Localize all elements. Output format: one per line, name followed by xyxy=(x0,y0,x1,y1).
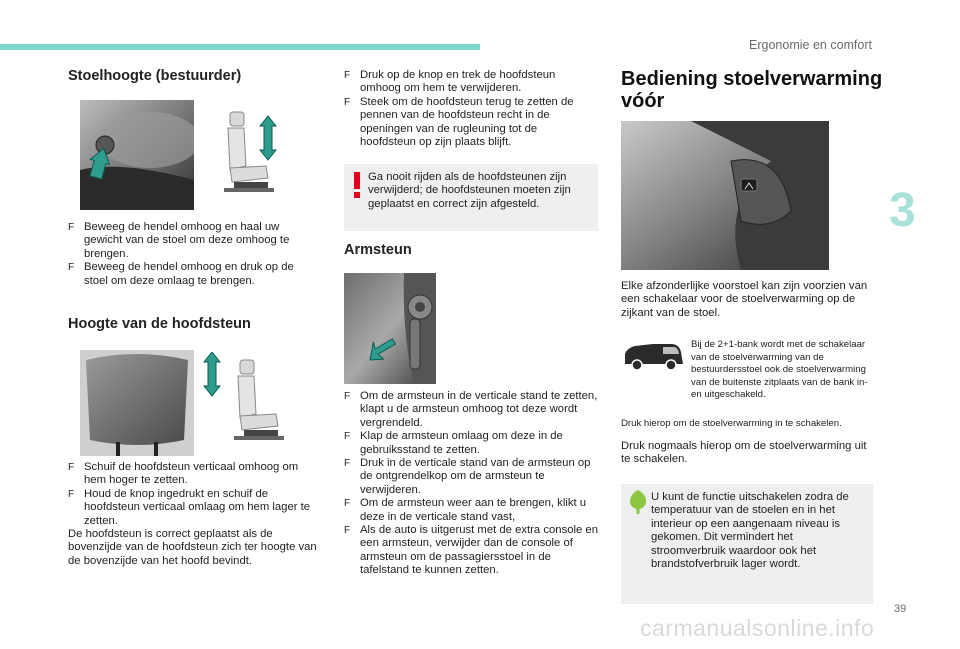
list-item xyxy=(68,261,318,288)
list-item xyxy=(344,524,600,578)
bullet-icon: F xyxy=(68,462,75,473)
van-silhouette-icon xyxy=(623,342,685,372)
seat-height-instructions xyxy=(68,221,318,288)
seat-heating-intro: Elke afzonderlijke voorstoel kan zijn voorzien van een schakelaar voor de stoelverwarming op de zijkant van de stoel. xyxy=(621,280,868,319)
page-heading-line-1: Bediening stoelverwarming xyxy=(621,68,883,90)
bullet-icon: F xyxy=(68,222,75,233)
warning-text: Ga nooit rijden als de hoofdsteunen zijn verwijderd; de hoofdsteunen moeten zijn geplaatst en correct zijn afgesteld. xyxy=(368,171,571,210)
heading-seat-height: Stoelhoogte (bestuurder) xyxy=(68,68,242,84)
header-accent-bar xyxy=(0,44,480,50)
list-item xyxy=(344,430,600,457)
bullet-icon: F xyxy=(344,96,351,108)
headrest-diagram-illustration xyxy=(200,352,290,458)
watermark: carmanualsonline.info xyxy=(640,615,875,641)
list-item-text: Beweeg de hendel omhoog en druk op de stoel om deze omlaag te brengen. xyxy=(84,261,294,287)
bench-seat-note: Bij de 2+1-bank wordt met de schakelaar van de stoelverwarming van de bestuurdersstoel ook de stoelverwarming van de buitenste zitplaats van de bank in- en uitgeschakeld. xyxy=(691,339,868,401)
list-item xyxy=(68,221,318,261)
seat-lever-photo xyxy=(80,100,194,210)
headrest-removal-instructions xyxy=(344,69,596,149)
van-icon xyxy=(623,342,685,372)
switch-off-instruction: Druk nogmaals hierop om de stoelverwarming uit te schakelen. xyxy=(621,440,867,466)
headrest-side-diagram xyxy=(200,352,290,458)
list-item-text: Houd de knop ingedrukt en schuif de hoofdsteun verticaal omlaag om hem lager te zetten. xyxy=(84,487,311,527)
heading-armrest: Armsteun xyxy=(344,242,412,258)
list-item-text: Klap de armsteun omlaag om deze in de gebruiksstand te zetten. xyxy=(360,430,563,456)
seat-heating-switch-photo xyxy=(621,121,829,270)
bullet-icon: F xyxy=(344,525,351,537)
bullet-icon: F xyxy=(344,431,351,443)
list-item xyxy=(344,69,596,96)
headrest-illustration xyxy=(80,350,194,456)
chapter-number: 3 xyxy=(889,184,916,237)
warning-exclamation-icon xyxy=(352,172,362,198)
page-heading-line-2: vóór xyxy=(621,90,665,112)
headrest-photo xyxy=(80,350,194,456)
list-item xyxy=(68,488,320,528)
list-item-text: Om de armsteun weer aan te brengen, klikt u deze in de verticale stand vast, xyxy=(360,497,587,523)
bullet-icon: F xyxy=(344,391,351,402)
list-item xyxy=(68,461,320,488)
list-item xyxy=(344,497,600,524)
switch-on-instruction: Druk hierop om de stoelverwarming in te schakelen. xyxy=(621,418,842,429)
seat-lever-illustration xyxy=(80,100,194,210)
eco-tip-text: U kunt de functie uitschakelen zodra de temperatuur van de stoelen en in het interieur op een aangenaam niveau is gekomen. Dit vermindert het stroomverbruik waardoor ook het brandstofverbruik lager wordt. xyxy=(651,491,849,571)
eco-tip-box xyxy=(621,484,873,604)
armrest-illustration xyxy=(344,273,436,384)
list-item xyxy=(344,390,600,430)
warning-box xyxy=(344,164,598,231)
bullet-icon: F xyxy=(344,498,351,510)
seat-heating-illustration xyxy=(621,121,829,270)
headrest-instructions xyxy=(68,461,320,568)
seat-side-diagram xyxy=(210,104,290,212)
armrest-photo xyxy=(344,273,436,384)
list-item-text: Druk in de verticale stand van de armsteun op de ontgrendelkop om de armsteun te verwijderen. xyxy=(360,457,591,496)
section-title: Ergonomie en comfort xyxy=(749,38,872,52)
heading-headrest-height: Hoogte van de hoofdsteun xyxy=(68,316,251,332)
list-item-text: Schuif de hoofdsteun verticaal omhoog om hem hoger te zetten. xyxy=(84,461,299,487)
list-item xyxy=(344,96,596,150)
headrest-note: De hoofdsteun is correct geplaatst als de bovenzijde van de hoofdsteun zich ter hoogte van de bovenzijde van het hoofd bevindt. xyxy=(68,528,317,567)
page-heading xyxy=(621,68,882,112)
bullet-icon: F xyxy=(344,458,351,470)
seat-diagram-illustration xyxy=(210,104,290,212)
bullet-icon: F xyxy=(68,488,75,500)
armrest-instructions xyxy=(344,390,600,578)
list-item-text: Druk op de knop en trek de hoofdsteun omhoog om hem te verwijderen. xyxy=(360,69,556,95)
bullet-icon: F xyxy=(344,70,351,81)
list-item-text: Beweeg de hendel omhoog en haal uw gewicht van de stoel om deze omhoog te brengen. xyxy=(84,221,290,260)
list-item-text: Als de auto is uitgerust met de extra console en een armsteun, verwijder dan de console of armsteun om de passagiersstoel in de tafelstand te kunnen zetten. xyxy=(360,524,598,577)
green-leaf-icon xyxy=(628,489,648,515)
list-item-text: Steek om de hoofdsteun terug te zetten de pennen van de hoofdsteun recht in de openingen van de rugleuning tot de hoofdsteun op zijn plaats blijft. xyxy=(360,95,574,149)
page-number: 39 xyxy=(894,603,907,615)
bullet-icon: F xyxy=(68,262,75,274)
list-item-text: Om de armsteun in de verticale stand te zetten, klapt u de armsteun omhoog tot deze wordt vergrendeld. xyxy=(360,390,598,429)
list-item xyxy=(344,457,600,497)
